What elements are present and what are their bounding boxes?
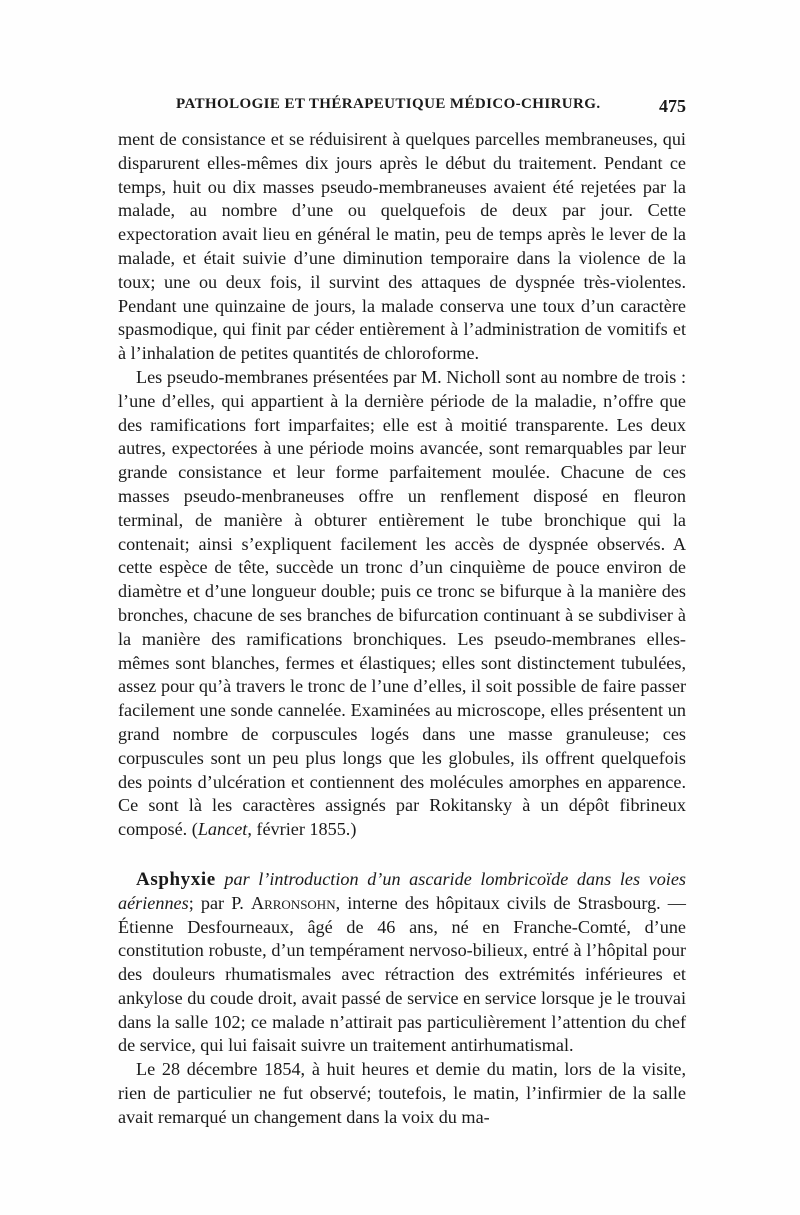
paragraph-text: , interne des hôpitaux civils de Strasbourg. — Étienne Desfourneaux, âgé de 46 ans, né en Franche-Comté, d’une constitution robuste, d’un tempérament nervoso-bilieux, entré à l’hôpital pour des douleurs rhumatismales avec rétraction des extrémités inférieures et ankylose du coude droit, avait passé de service en service lorsque je le trouvai dans la salle 102; ce malade n’attirait pas particulièrement l’attention du chef de service, qui lui faisait suivre un traitement antirhumatismal. — [118, 892, 686, 1056]
section-gap — [118, 842, 686, 868]
section-title: Asphyxie — [136, 868, 216, 890]
page-number: 475 — [659, 96, 686, 116]
citation-date: , février 1855.) — [247, 819, 357, 840]
paragraph-text: ; par P. — [188, 892, 251, 913]
paragraph-asphyxie — [118, 868, 686, 1058]
paragraph-pseudo-membranes — [118, 366, 686, 842]
paragraph-text: Les pseudo-membranes présentées par M. Nicholl sont au nombre de trois : l’une d’elles, qui appartient à la dernière période de la maladie, n’offre que des ramifications fort imparfaites; elle est à moitié transparente. Les deux autres, expectorées à une période moins avancée, sont remarquables par leur grande consistance et leur forme parfaitement moulée. Chacune de ces masses pseudo-menbraneuses offre un renflement disposé en fleuron terminal, de manière à obturer entièrement le tube bronchique qui la contenait; ainsi s’expliquent facilement les accès de dyspnée observés. A cette espèce de tête, succède un tronc d’un cinquième de pouce environ de diamètre et d’une longueur double; puis ce tronc se bifurque à la manière des bronches, chacune de ses branches de bifurcation continuant à se subdiviser à la manière des ramifications bronchiques. Les pseudo-membranes elles-mêmes sont blanches, fermes et élastiques; elles sont distinctement tubulées, assez pour qu’à travers le tronc de l’une d’elles, il soit possible de faire passer facilement une sonde cannelée. Examinées au microscope, elles présentent un grand nombre de corpuscules logés dans une masse granuleuse; ces corpuscules sont un peu plus longs que les globules, ils offrent quelquefois des points d’ulcération et contiennent des molécules amorphes en apparence. Ce sont là les caractères assignés par Rokitansky à un dépôt fibrineux composé. ( — [118, 366, 686, 840]
author-name: Arronsohn — [250, 892, 336, 913]
journal-citation: Lancet — [197, 819, 248, 840]
running-head: PATHOLOGIE ET THÉRAPEUTIQUE MÉDICO-CHIRURG. — [176, 96, 601, 112]
page-header — [118, 96, 686, 122]
paragraph-case-visit: Le 28 décembre 1854, à huit heures et demie du matin, lors de la visite, rien de particulier ne fut observé; toutefois, le matin, l’infirmier de la salle avait remarqué un changement dans la voix du ma- — [118, 1059, 686, 1127]
paragraph-continuation: ment de consistance et se réduisirent à quelques parcelles membraneuses, qui disparurent elles-mêmes dix jours après le début du traitement. Pendant ce temps, huit ou dix masses pseudo-membraneuses avaient été rejetées par la malade, au nombre d’une ou quelquefois de deux par jour. Cette expectoration avait lieu en général le matin, peu de temps après le lever de la malade, et était suivie d’une diminution temporaire dans la violence de la toux; une ou deux fois, il survint des attaques de dyspnée très-violentes. Pendant une quinzaine de jours, la malade conserva une toux d’un caractère spasmodique, qui finit par céder entièrement à l’administration de vomitifs et à l’inhalation de petites quantités de chloroforme. — [118, 129, 686, 364]
body-text — [118, 128, 686, 1130]
section-subtitle: par l’introduction d’un ascaride lombricoïde dans les voies aériennes — [118, 868, 687, 913]
